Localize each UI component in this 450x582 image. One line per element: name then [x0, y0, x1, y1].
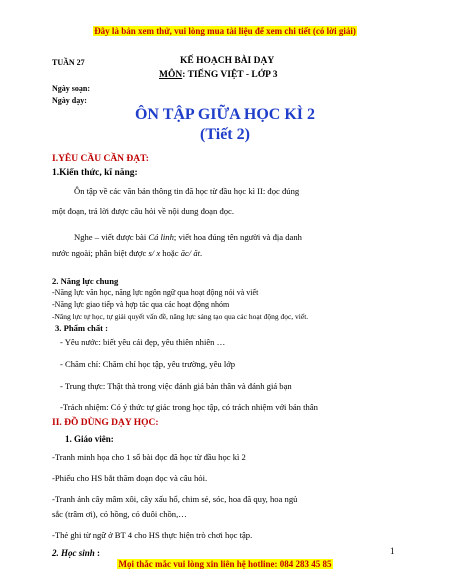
- ac-at-italic: ăc/ ăt: [180, 248, 201, 258]
- bottom-banner: [0, 559, 450, 569]
- paragraph-1-line-2: một đoạn, trả lời được câu hỏi về nội dung đoạn đọc.: [52, 206, 235, 216]
- nang-luc-1: -Năng lực văn học, năng lực ngôn ngữ qua hoạt động nói và viết: [52, 288, 259, 297]
- section-2-heading: 2. Năng lực chung: [52, 276, 119, 286]
- paragraph-2-text-e: .: [200, 248, 203, 258]
- lesson-name-italic: Cá linh: [148, 232, 174, 242]
- section-1-1-heading: 1.Kiến thức, kĩ năng:: [52, 168, 138, 178]
- section-1-heading: I.YÊU CẦU CẦN ĐẠT:: [52, 154, 149, 164]
- lesson-title: ÔN TẬP GIỮA HỌC KÌ 2: [134, 106, 316, 123]
- teacher-item-1: -Tranh minh họa cho 1 số bài đọc đã học từ đầu học kì 2: [52, 452, 246, 462]
- student-heading-text: 2. Học sinh: [52, 548, 95, 558]
- week-label: TUẦN 27: [52, 58, 85, 67]
- teacher-item-4: -Thẻ ghi từ ngữ ở BT 4 cho HS thực hiện trò chơi học tập.: [52, 530, 253, 540]
- pham-chat-4: -Trách nhiệm: Có ý thức tự giác trong học tập, có trách nhiệm với bản thân: [60, 402, 318, 412]
- pham-chat-3: - Trung thực: Thật thà trong việc đánh giá bản thân và đánh giá bạn: [60, 381, 292, 391]
- teach-date-label: Ngày dạy:: [52, 96, 87, 105]
- paragraph-1-line-1: Ôn tập về các văn bản thông tin đã học từ đầu học kì II: đọc đúng: [74, 186, 300, 196]
- page-number: 1: [390, 546, 395, 556]
- section-ii-heading: II. ĐỒ DÙNG DẠY HỌC:: [52, 418, 159, 428]
- paragraph-2-text-c: nước ngoài; phân biệt được: [52, 248, 149, 258]
- teacher-heading: 1. Giáo viên:: [65, 434, 114, 444]
- top-banner: [0, 26, 450, 36]
- nang-luc-2: -Năng lực giao tiếp và hợp tác qua các hoạt động nhóm: [52, 300, 230, 309]
- paragraph-2-line-1: [74, 232, 302, 242]
- prep-date-label: Ngày soạn:: [52, 84, 91, 93]
- paragraph-2-text-a: Nghe – viết được bài: [74, 232, 149, 242]
- top-banner-text: Đây là bản xem thử, vui lòng mua tài liệu để xem chi tiết (có lời giải): [94, 26, 356, 36]
- teacher-item-3-line-1: -Tranh ảnh cây mâm xôi, cây xấu hổ, chim sẻ, sóc, hoa đã quy, hoa ngủ: [52, 494, 298, 504]
- subject-rest: : TIẾNG VIỆT - LỚP 3: [182, 70, 278, 80]
- section-3-heading: 3. Phẩm chất :: [55, 323, 108, 333]
- teacher-item-3-line-2: sắc (trâm ơi), cỏ hồng, cỏ đuôi chồn,…: [52, 509, 187, 519]
- paragraph-2-line-2: [52, 248, 202, 258]
- student-heading-colon: :: [94, 548, 101, 558]
- subject-line: [159, 70, 278, 80]
- nang-luc-3: -Năng lực tự học, tự giải quyết vấn đề, năng lực sáng tạo qua các hoạt động đọc, viết.: [52, 312, 309, 321]
- teacher-item-2: -Phiếu cho HS bắt thăm đoạn đọc và câu hỏi.: [52, 473, 208, 483]
- pham-chat-2: - Chăm chỉ: Chăm chỉ học tập, yêu trường, yêu lớp: [60, 359, 236, 369]
- sx-italic: s/ x: [148, 248, 161, 258]
- bottom-banner-text: Mọi thắc mắc vui lòng xin liên hệ hotline: 084 283 45 85: [118, 559, 332, 569]
- paragraph-2-text-b: ; viết hoa đúng tên người và địa danh: [173, 232, 302, 242]
- student-heading: [52, 548, 100, 558]
- subject-prefix: MÔN: [159, 70, 183, 80]
- pham-chat-1: - Yêu nước: biết yêu cái đẹp, yêu thiên nhiên …: [60, 337, 226, 347]
- paragraph-2-text-d: hoặc: [160, 248, 181, 258]
- plan-title: KẾ HOẠCH BÀI DẠY: [180, 56, 275, 66]
- lesson-subtitle: (Tiết 2): [200, 126, 250, 143]
